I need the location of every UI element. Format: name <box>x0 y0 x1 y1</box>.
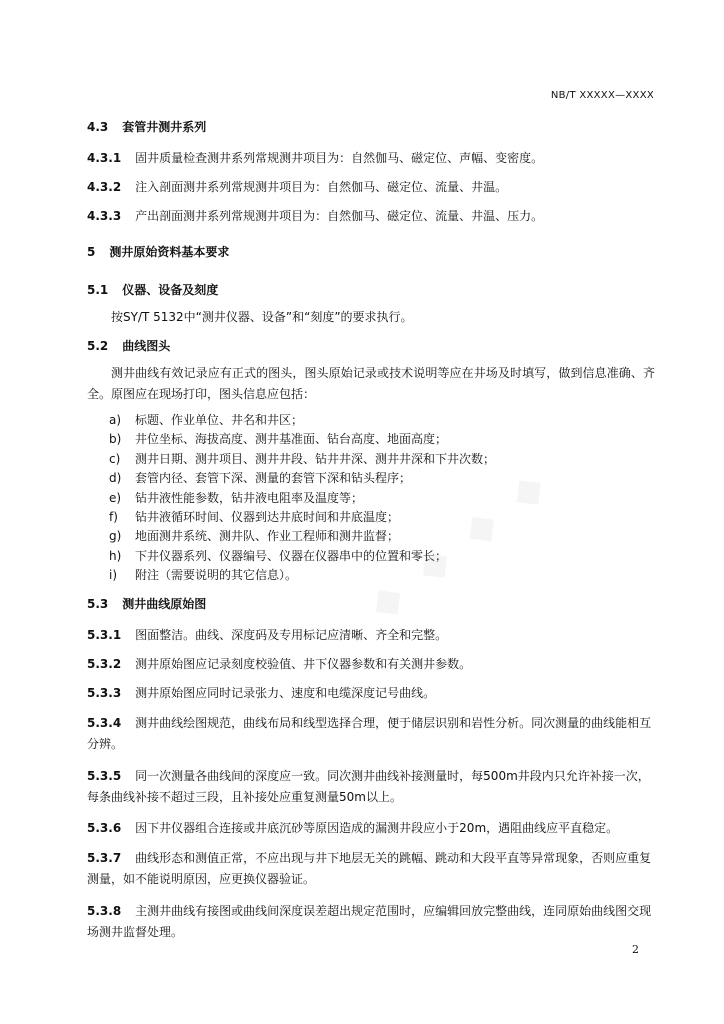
section-heading: 5.1 仪器、设备及刻度 <box>87 283 219 297</box>
list-item: c) 测井日期、测井项目、测井井段、钻井井深、测井井深和下井次数； <box>109 451 496 466</box>
clause: 5.3.2 测井原始图应记录刻度校验值、井下仪器参数和有关测井参数。 <box>87 656 472 671</box>
clause: 4.3.1 固井质量检查测井系列常规测井项目为：自然伽马、磁定位、声幅、变密度。 <box>87 151 544 165</box>
clause: 5.3.7 曲线形态和测值正常，不应出现与井下地层无关的跳幅、跳动和大段平直等异常现象，否则应重复测量，如不能说明原因，应更换仪器验证。 <box>87 850 652 886</box>
watermark: ◆ ◆ ◆ ◆ <box>360 458 560 628</box>
list-item: i) 附注（需要说明的其它信息）。 <box>109 568 298 583</box>
clause: 5.3.8 主测井曲线有接图或曲线间深度误差超出规定范围时，应编辑回放完整曲线，连同原始曲线图交现场测井监督处理。 <box>87 903 652 939</box>
section-heading: 5.3 测井曲线原始图 <box>87 596 207 611</box>
clause: 5.3.3 测井原始图应同时记录张力、速度和电缆深度记号曲线。 <box>87 685 436 700</box>
clause: 5.3.6 因下井仪器组合连接或井底沉砂等原因造成的漏测井段应小于20m，遇阻曲线应平直稳定。 <box>87 820 619 835</box>
clause: 4.3.3 产出剖面测井系列常规测井项目为：自然伽马、磁定位、流量、井温、压力。 <box>87 209 544 223</box>
list-item: e) 钻井液性能参数，钻井液电阻率及温度等； <box>109 490 364 505</box>
list-item: d) 套管内径、套管下深、测量的套管下深和钻头程序； <box>109 471 412 486</box>
chapter-heading: 5 测井原始资料基本要求 <box>87 245 230 259</box>
page-number: 2 <box>632 943 639 956</box>
clause: 5.3.5 同一次测量各曲线间的深度应一致。同次测井曲线补接测量时，每500m井段内只允许补接一次，每条曲线补接不超过三段，且补接处应重复测量50m以上。 <box>87 768 650 804</box>
list-item: h) 下井仪器系列、仪器编号、仪器在仪器串中的位置和零长； <box>109 548 448 563</box>
clause: 5.3.4 测井曲线绘图规范，曲线布局和线型选择合理，便于储层识别和岩性分析。同次测量的曲线能相互分辨。 <box>87 715 652 751</box>
list-item: f) 钻井液循环时间、仪器到达井底时间和井底温度； <box>109 510 400 525</box>
paragraph: 测井曲线有效记录应有正式的图头，图头原始记录或技术说明等应在井场及时填写，做到信息准确、齐全。原图应在现场打印，图头信息应包括： <box>87 366 655 401</box>
clause: 5.3.1 图面整洁。曲线、深度码及专用标记应清晰、齐全和完整。 <box>87 627 448 642</box>
header-doc-code: NB/T XXXXX—XXXX <box>550 90 654 101</box>
paragraph: 按SY/T 5132中“测井仪器、设备”和“刻度”的要求执行。 <box>111 310 413 324</box>
clause: 4.3.2 注入剖面测井系列常规测井项目为：自然伽马、磁定位、流量、井温。 <box>87 180 508 194</box>
section-heading: 5.2 曲线图头 <box>87 339 171 353</box>
list-item: b) 井位坐标、海拔高度、测井基准面、钻台高度、地面高度； <box>109 432 448 447</box>
section-heading: 4.3 套管井测井系列 <box>87 120 207 134</box>
document-body <box>87 118 655 954</box>
list-item: g) 地面测井系统、测井队、作业工程师和测井监督； <box>109 529 400 544</box>
list-item: a) 标题、作业单位、井名和井区； <box>109 413 304 427</box>
